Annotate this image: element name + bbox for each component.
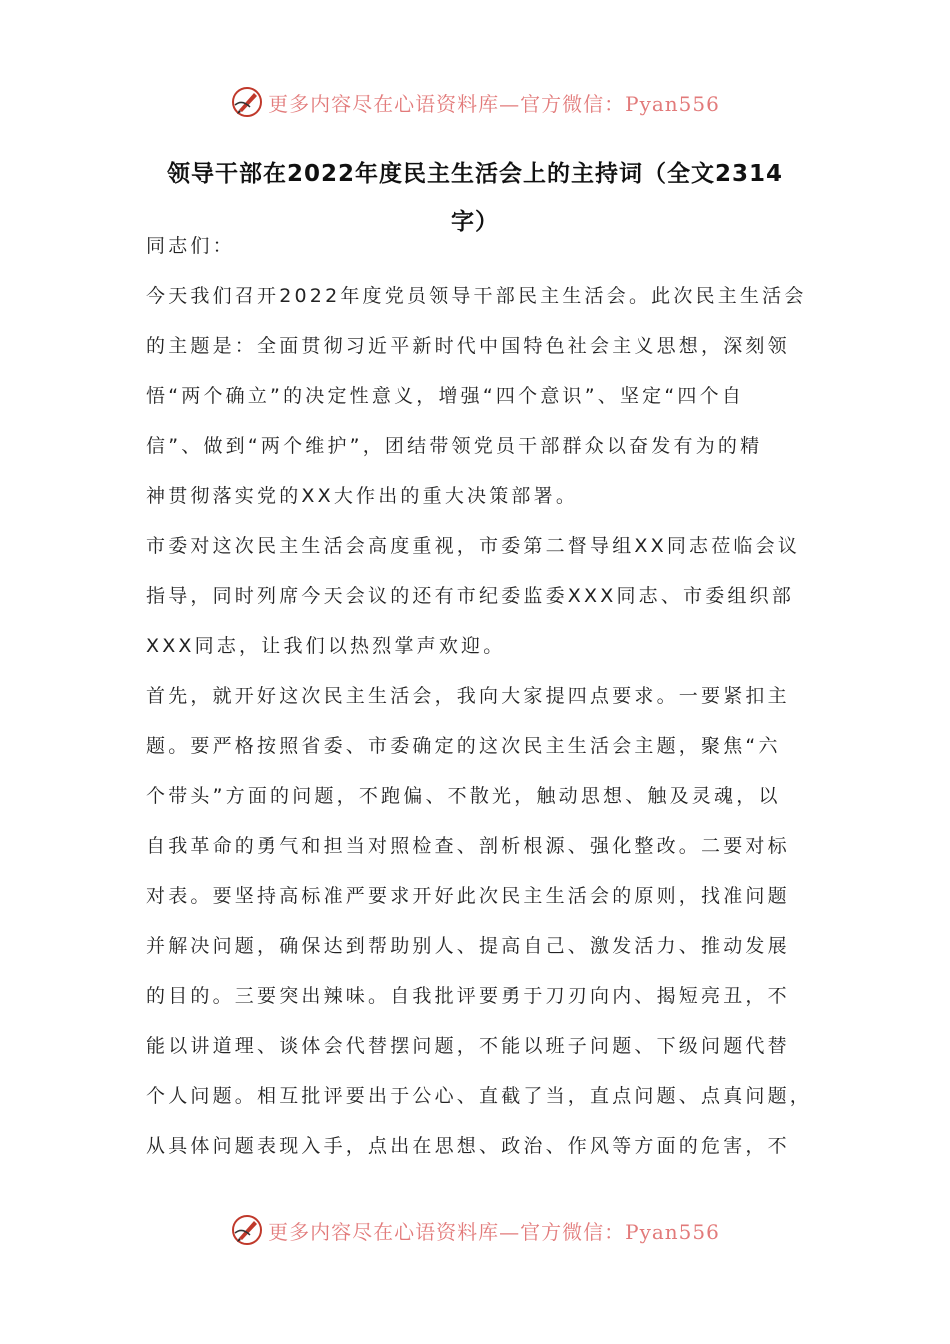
paragraph-line: 指导，同时列席今天会议的还有市纪委监委XXX同志、市委组织部 bbox=[146, 585, 795, 607]
paragraph-line: 神贯彻落实党的XX大作出的重大决策部署。 bbox=[146, 485, 579, 507]
document-body bbox=[146, 221, 811, 1171]
paragraph-line: 同志们： bbox=[146, 235, 235, 257]
paragraph bbox=[146, 271, 811, 521]
paragraph-line: 自我革命的勇气和担当对照检查、剖析根源、强化整改。二要对标 bbox=[146, 835, 790, 857]
paragraph-line: 悟“两个确立”的决定性意义，增强“四个意识”、坚定“四个自 bbox=[146, 385, 745, 407]
paragraph bbox=[146, 221, 811, 271]
paragraph bbox=[146, 521, 811, 671]
paragraph bbox=[146, 671, 811, 1171]
header-banner-text: 更多内容尽在心语资料库—官方微信：Pyan556 bbox=[268, 91, 720, 116]
header-banner bbox=[0, 82, 950, 122]
title-line-2: 字） bbox=[451, 209, 499, 235]
paragraph-line: 首先，就开好这次民主生活会，我向大家提四点要求。一要紧扣主 bbox=[146, 685, 790, 707]
paragraph-line: 能以讲道理、谈体会代替摆问题，不能以班子问题、下级问题代替 bbox=[146, 1035, 790, 1057]
quill-pen-logo-icon bbox=[230, 1213, 264, 1247]
paragraph-line: 市委对这次民主生活会高度重视，市委第二督导组XX同志莅临会议 bbox=[146, 535, 801, 557]
paragraph-line: 从具体问题表现入手，点出在思想、政治、作风等方面的危害，不 bbox=[146, 1135, 790, 1157]
footer-banner bbox=[0, 1210, 950, 1250]
paragraph-line: 的目的。三要突出辣味。自我批评要勇于刀刃向内、揭短亮丑，不 bbox=[146, 985, 790, 1007]
quill-pen-logo-icon bbox=[230, 85, 264, 119]
paragraph-line: 对表。要坚持高标准严要求开好此次民主生活会的原则，找准问题 bbox=[146, 885, 790, 907]
paragraph-line: 信”、做到“两个维护”，团结带领党员干部群众以奋发有为的精 bbox=[146, 435, 763, 457]
paragraph-line: 题。要严格按照省委、市委确定的这次民主生活会主题，聚焦“六 bbox=[146, 735, 781, 757]
paragraph-line: XXX同志，让我们以热烈掌声欢迎。 bbox=[146, 635, 506, 657]
paragraph-line: 的主题是：全面贯彻习近平新时代中国特色社会主义思想，深刻领 bbox=[146, 335, 790, 357]
paragraph-line: 今天我们召开2022年度党员领导干部民主生活会。此次民主生活会 bbox=[146, 285, 807, 307]
footer-banner-text: 更多内容尽在心语资料库—官方微信：Pyan556 bbox=[268, 1219, 720, 1244]
paragraph-line: 个带头”方面的问题，不跑偏、不散光，触动思想、触及灵魂，以 bbox=[146, 785, 781, 807]
paragraph-line: 个人问题。相互批评要出于公心、直截了当，直点问题、点真问题， bbox=[146, 1085, 813, 1107]
title-line-1: 领导干部在2022年度民主生活会上的主持词（全文2314 bbox=[166, 161, 784, 187]
paragraph-line: 并解决问题，确保达到帮助别人、提高自己、激发活力、推动发展 bbox=[146, 935, 790, 957]
